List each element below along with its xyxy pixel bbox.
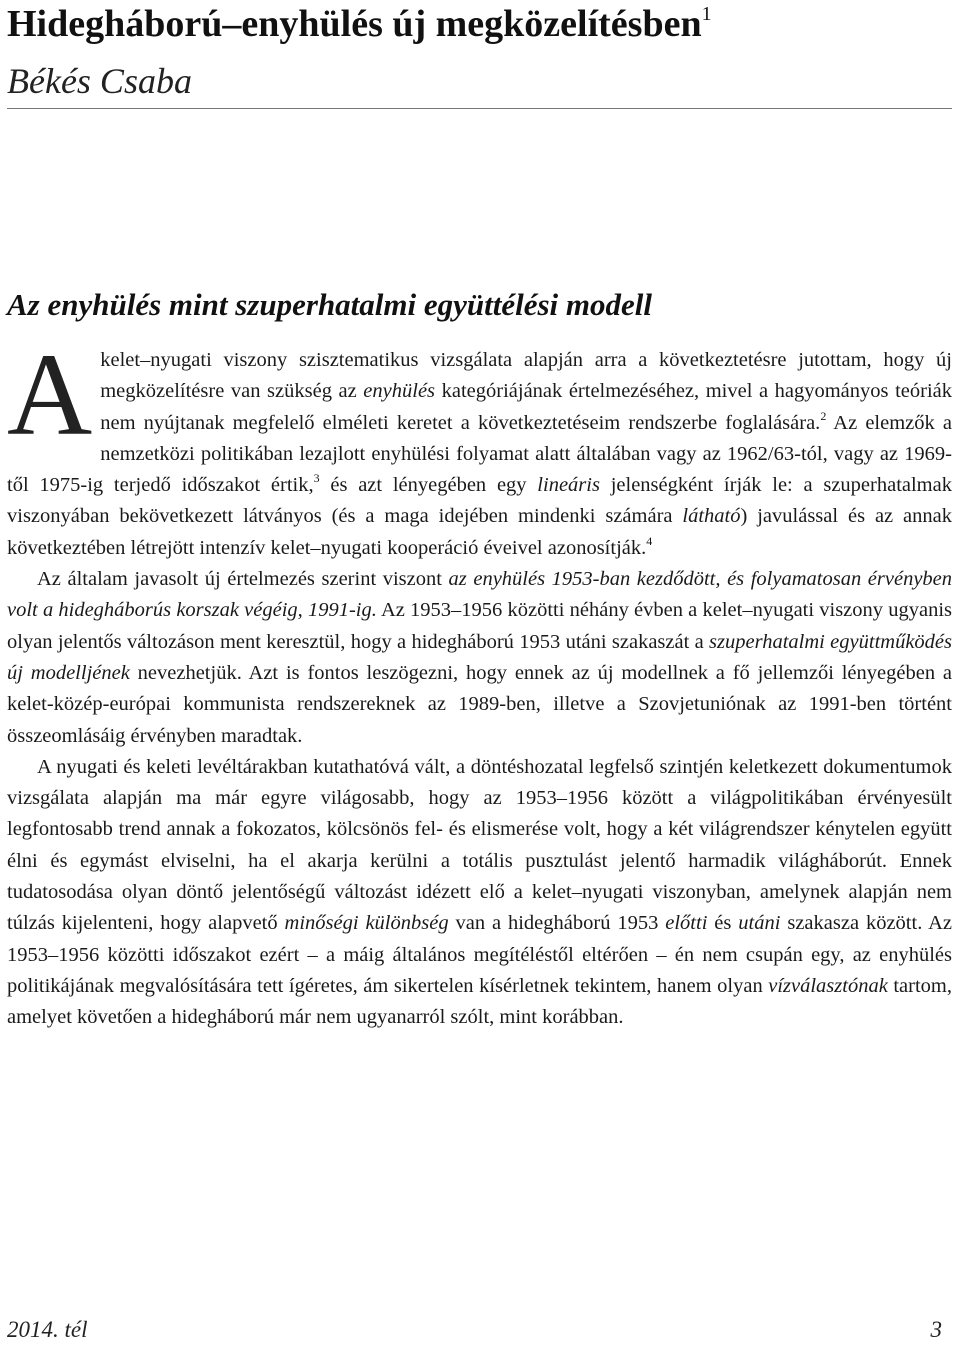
drop-cap: A [7,329,93,460]
emphasis-text: enyhülés [363,380,436,403]
issue-label: 2014. tél [7,1317,88,1342]
paragraph-text: szakasza között. Az 1953–1956 közötti időszakot ezért – a máig általános megítéléstől eltérően – én nem csupán egy, az enyhülés politikájának megvalósítására tett ígéretes, ám sikertelen kísérletnek tekintem, hanem olyan [7,912,952,997]
emphasis-text: az enyhülés 1953-ban kezdődött, és folyamatosan érvényben volt a hidegháborús korszak végéig, 1991-ig. [7,568,953,622]
paragraph-2 [7,564,952,752]
emphasis-text: utáni [738,912,781,935]
paragraph-text: A nyugati és keleti levéltárakban kutathatóvá vált, a döntéshozatal legfelső szintjén keletkezett dokumentumok vizsgálata alapján ma már egyre világosabb, hogy az 1953–1956 között a világpolitikában érvényesült legfontosabb trend annak a fokozatos, kölcsönös fel- és elismerése volt, hogy a két világrendszer kénytelen együtt élni és egymást elviselni, ha el akarja kerülni a totális pusztulást jelentő harmadik világháborút. Ennek tudatosodása olyan döntő jelentőségű változást idézett elő a kelet–nyugati viszonyban, amelynek alapján nem túlzás kijelenteni, hogy alapvető [7,755,952,935]
article-title [7,0,952,46]
article-body [7,329,953,1034]
paragraph-text: tartom, amelyet követően a hidegháború már nem ugyanarról szólt, mint korábban. [7,974,952,1029]
paragraph-text: Az általam javasolt új értelmezés szerint viszont [37,568,449,591]
paragraph-text: és [707,912,739,935]
emphasis-text: lineáris [537,474,600,497]
paragraph-text: van a hidegháború 1953 [448,912,666,935]
paragraph-text: és azt lényegében egy [319,474,538,497]
emphasis-text: előtti [665,912,708,935]
footnote-marker[interactable]: 3 [313,471,320,486]
footnote-marker[interactable]: 4 [646,533,653,548]
article-author: Békés Csaba [7,61,192,101]
paragraph-text: kelet–nyugati viszony szisztematikus vizsgálata alapján arra a következtetésre jutottam, hogy új megközelítésre van szükség az [100,349,952,403]
title-footnote-marker[interactable]: 1 [701,3,712,25]
page-number: 3 [930,1317,942,1342]
paragraph-text: Az 1953–1956 közötti néhány évben a kelet–nyugati viszony ugyanis olyan jelentős változáson ment keresztül, hogy a hidegháború 1953 utáni szakaszát a [7,599,953,653]
emphasis-text: vízválasztónak [768,974,888,997]
paragraph-1 [7,329,952,564]
title-divider [7,108,952,109]
paragraph-text: kategóriájának értelmezéséhez, mivel a hagyományos teóriák nem nyújtanak megfelelő elméleti keretet a következtetéseim rendszerbe foglalására. [100,380,952,434]
paragraph-text: ) javulással és az annak következtében létrejött intenzív kelet–nyugati kooperáció éveivel azonosítják. [7,505,952,559]
paragraph-3 [7,752,952,1034]
emphasis-text: minőségi különbség [284,912,449,935]
article-title-text: Hidegháború–enyhülés új megközelítésben [7,3,702,45]
paragraph-text: nevezhetjük. Azt is fontos leszögezni, hogy ennek az új modellnek a fő jellemzői lényegében a kelet-közép-európai kommunista rendszereknek az 1989-ben, illetve a Szovjetuniónak az 1991-ben történt összeomlásáig érvényben maradtak. [7,661,953,747]
emphasis-text: látható [682,505,741,528]
section-heading: Az enyhülés mint szuperhatalmi együttélési modell [7,287,653,322]
emphasis-text: szuperhatalmi együttműködés új modelljének [7,630,952,684]
paragraph-text: Az elemzők a nemzetközi politikában lezajlott enyhülési folyamat alatt általában vagy az 1962/63-tól, vagy az 1969-től 1975-ig terjedő időszakot értik, [7,411,952,497]
paragraph-text: jelenségként írják le: a szuperhatalmak viszonyában bekövetkezett látványos (és a maga idejében mindenki számára [7,474,952,528]
footnote-marker[interactable]: 2 [820,408,827,423]
